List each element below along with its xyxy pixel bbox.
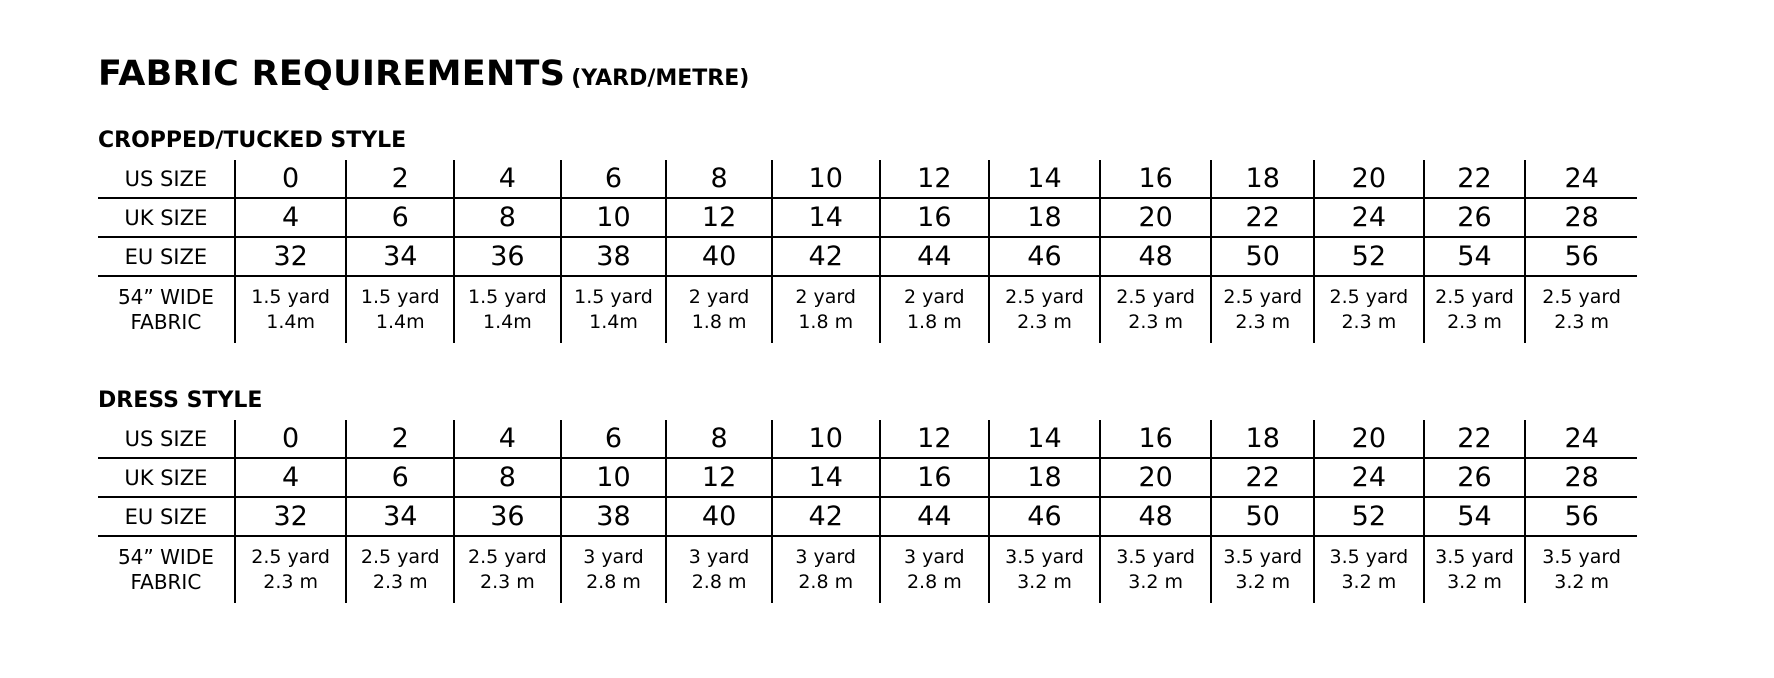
fabric-amount-cell: [1100, 536, 1212, 603]
us-size-cell: 14: [989, 160, 1100, 198]
fabric-metres: 2.3 m: [1017, 311, 1072, 333]
fabric-metres: 2.3 m: [1235, 311, 1291, 333]
eu-size-cell: 46: [989, 497, 1100, 536]
section-title-cropped: CROPPED/TUCKED STYLE: [98, 128, 407, 153]
us-size-cell: 6: [561, 160, 667, 198]
uk-size-cell: 20: [1100, 458, 1212, 497]
fabric-amount-cell: [880, 536, 990, 603]
fabric-amount-cell: [989, 536, 1100, 603]
uk-size-cell: 16: [880, 198, 990, 237]
fabric-yards: 3.5 yard: [1005, 546, 1084, 568]
fabric-amount-cell: [1424, 536, 1526, 603]
uk-size-cell: 26: [1424, 198, 1526, 237]
us-size-cell: 16: [1100, 160, 1212, 198]
eu-size-cell: 42: [772, 497, 880, 536]
fabric-yards: 2.5 yard: [1435, 286, 1514, 308]
fabric-yards: 2.5 yard: [1542, 286, 1621, 308]
eu-size-cell: 48: [1100, 497, 1212, 536]
fabric-metres: 2.8 m: [906, 571, 962, 593]
fabric-amount-cell: [772, 276, 880, 343]
us-size-cell: 8: [666, 420, 772, 458]
eu-size-cell: 50: [1211, 497, 1314, 536]
fabric-metres: 1.4m: [483, 311, 532, 333]
eu-size-cell: 38: [561, 497, 667, 536]
fabric-amount-cell: [346, 536, 454, 603]
fabric-yards: 3.5 yard: [1435, 546, 1514, 568]
eu-size-cell: 32: [235, 237, 347, 276]
us-size-cell: 4: [454, 160, 561, 198]
us-size-label: US SIZE: [98, 420, 235, 458]
fabric-metres: 3.2 m: [1341, 571, 1397, 593]
fabric-yards: 3.5 yard: [1329, 546, 1409, 568]
uk-size-cell: 8: [454, 198, 561, 237]
fabric-amount-cell: [1314, 276, 1424, 343]
fabric-yards: 2.5 yard: [1116, 286, 1195, 308]
eu-size-cell: 38: [561, 237, 667, 276]
uk-size-cell: 24: [1314, 198, 1424, 237]
us-size-cell: 6: [561, 420, 667, 458]
eu-size-cell: 40: [666, 497, 772, 536]
eu-size-cell: 54: [1424, 237, 1526, 276]
fabric-yards: 2 yard: [688, 286, 750, 308]
fabric-metres: 3.2 m: [1128, 571, 1183, 593]
page-title-main: FABRIC REQUIREMENTS: [98, 54, 566, 94]
uk-size-cell: 28: [1525, 198, 1637, 237]
fabric-amount-cell: [561, 536, 667, 603]
uk-size-cell: 22: [1211, 198, 1314, 237]
uk-size-cell: 20: [1100, 198, 1212, 237]
us-size-cell: 20: [1314, 160, 1424, 198]
eu-size-cell: 52: [1314, 497, 1424, 536]
eu-size-cell: 54: [1424, 497, 1526, 536]
fabric-amount-cell: [1211, 536, 1314, 603]
fabric-yards: 2.5 yard: [251, 546, 330, 568]
fabric-yards: 2 yard: [904, 286, 965, 308]
eu-size-row: [98, 237, 1637, 276]
us-size-cell: 14: [989, 420, 1100, 458]
uk-size-cell: 22: [1211, 458, 1314, 497]
fabric-metres: 3.2 m: [1017, 571, 1072, 593]
uk-size-cell: 10: [561, 198, 667, 237]
us-size-cell: 0: [235, 160, 347, 198]
uk-size-cell: 8: [454, 458, 561, 497]
uk-size-cell: 4: [235, 458, 347, 497]
uk-size-cell: 12: [666, 198, 772, 237]
fabric-amount-cell: [1314, 536, 1424, 603]
fabric-yards: 3.5 yard: [1542, 546, 1621, 568]
fabric-amount-cell: [561, 276, 667, 343]
fabric-amount-cell: [235, 276, 347, 343]
fabric-amount-cell: [666, 536, 772, 603]
fabric-metres: 2.3 m: [1554, 311, 1610, 333]
uk-size-row: [98, 198, 1637, 237]
fabric-label-line1: 54” WIDE: [117, 285, 214, 309]
eu-size-cell: 36: [454, 237, 561, 276]
fabric-amount-cell: [666, 276, 772, 343]
fabric-metres: 2.3 m: [372, 571, 428, 593]
uk-size-cell: 16: [880, 458, 990, 497]
eu-size-cell: 36: [454, 497, 561, 536]
fabric-yards: 2.5 yard: [468, 546, 547, 568]
eu-size-label: EU SIZE: [98, 237, 235, 276]
uk-size-cell: 14: [772, 458, 880, 497]
eu-size-cell: 46: [989, 237, 1100, 276]
us-size-cell: 10: [772, 160, 880, 198]
fabric-amount-cell: [454, 536, 561, 603]
uk-size-cell: 18: [989, 458, 1100, 497]
fabric-yards: 1.5 yard: [251, 286, 330, 308]
fabric-label: [98, 276, 235, 343]
us-size-cell: 18: [1211, 420, 1314, 458]
eu-size-row: [98, 497, 1637, 536]
uk-size-cell: 14: [772, 198, 880, 237]
us-size-row: [98, 420, 1637, 458]
uk-size-cell: 24: [1314, 458, 1424, 497]
uk-size-cell: 26: [1424, 458, 1526, 497]
fabric-amount-cell: [1525, 536, 1637, 603]
us-size-label: US SIZE: [98, 160, 235, 198]
fabric-yards: 3 yard: [583, 546, 644, 568]
fabric-yards: 3.5 yard: [1116, 546, 1195, 568]
us-size-cell: 16: [1100, 420, 1212, 458]
fabric-metres: 2.3 m: [1341, 311, 1397, 333]
eu-size-cell: 34: [346, 237, 454, 276]
fabric-metres: 3.2 m: [1554, 571, 1610, 593]
fabric-amount-cell: [1424, 276, 1526, 343]
fabric-label-line1: 54” WIDE: [117, 545, 214, 569]
fabric-metres: 2.3 m: [1447, 311, 1502, 333]
fabric-yards: 3 yard: [688, 546, 750, 568]
fabric-yards: 1.5 yard: [468, 286, 547, 308]
uk-size-cell: 12: [666, 458, 772, 497]
us-size-cell: 10: [772, 420, 880, 458]
uk-size-label: UK SIZE: [98, 198, 235, 237]
eu-size-cell: 50: [1211, 237, 1314, 276]
us-size-cell: 22: [1424, 420, 1526, 458]
uk-size-cell: 6: [346, 458, 454, 497]
fabric-metres: 2.3 m: [1128, 311, 1183, 333]
us-size-cell: 8: [666, 160, 772, 198]
us-size-cell: 12: [880, 420, 990, 458]
fabric-metres: 1.8 m: [691, 311, 747, 333]
page-title-units: (YARD/METRE): [571, 66, 750, 91]
uk-size-cell: 28: [1525, 458, 1637, 497]
fabric-amount-cell: [1211, 276, 1314, 343]
fabric-row: [98, 536, 1637, 603]
fabric-amount-cell: [880, 276, 990, 343]
fabric-yards: 2 yard: [795, 286, 856, 308]
fabric-metres: 1.4m: [589, 311, 638, 333]
fabric-label: [98, 536, 235, 603]
fabric-yards: 3.5 yard: [1223, 546, 1303, 568]
us-size-row: [98, 160, 1637, 198]
fabric-metres: 2.3 m: [479, 571, 535, 593]
fabric-metres: 1.8 m: [798, 311, 854, 333]
us-size-cell: 22: [1424, 160, 1526, 198]
fabric-metres: 2.3 m: [263, 571, 318, 593]
fabric-amount-cell: [346, 276, 454, 343]
fabric-metres: 2.8 m: [691, 571, 747, 593]
fabric-amount-cell: [1525, 276, 1637, 343]
uk-size-row: [98, 458, 1637, 497]
fabric-label-line2: FABRIC: [130, 570, 202, 594]
fabric-label-line2: FABRIC: [130, 310, 202, 334]
eu-size-label: EU SIZE: [98, 497, 235, 536]
uk-size-cell: 4: [235, 198, 347, 237]
fabric-amount-cell: [772, 536, 880, 603]
fabric-metres: 1.4m: [266, 311, 315, 333]
eu-size-cell: 34: [346, 497, 454, 536]
fabric-yards: 2.5 yard: [360, 546, 440, 568]
fabric-yards: 2.5 yard: [1329, 286, 1409, 308]
fabric-amount-cell: [454, 276, 561, 343]
fabric-metres: 1.8 m: [906, 311, 962, 333]
eu-size-cell: 48: [1100, 237, 1212, 276]
us-size-cell: 0: [235, 420, 347, 458]
us-size-cell: 2: [346, 160, 454, 198]
fabric-yards: 3 yard: [795, 546, 856, 568]
fabric-amount-cell: [1100, 276, 1212, 343]
eu-size-cell: 56: [1525, 237, 1637, 276]
us-size-cell: 24: [1525, 160, 1637, 198]
uk-size-label: UK SIZE: [98, 458, 235, 497]
fabric-yards: 2.5 yard: [1005, 286, 1084, 308]
eu-size-cell: 44: [880, 237, 990, 276]
eu-size-cell: 32: [235, 497, 347, 536]
uk-size-cell: 6: [346, 198, 454, 237]
fabric-yards: 1.5 yard: [574, 286, 653, 308]
us-size-cell: 4: [454, 420, 561, 458]
fabric-amount-cell: [989, 276, 1100, 343]
fabric-metres: 3.2 m: [1447, 571, 1502, 593]
fabric-yards: 3 yard: [904, 546, 965, 568]
us-size-cell: 18: [1211, 160, 1314, 198]
us-size-cell: 24: [1525, 420, 1637, 458]
fabric-amount-cell: [235, 536, 347, 603]
uk-size-cell: 18: [989, 198, 1100, 237]
fabric-metres: 3.2 m: [1235, 571, 1291, 593]
fabric-metres: 2.8 m: [798, 571, 854, 593]
fabric-yards: 2.5 yard: [1223, 286, 1303, 308]
uk-size-cell: 10: [561, 458, 667, 497]
fabric-metres: 1.4m: [375, 311, 425, 333]
us-size-cell: 2: [346, 420, 454, 458]
section-title-dress: DRESS STYLE: [98, 388, 263, 413]
eu-size-cell: 52: [1314, 237, 1424, 276]
fabric-yards: 1.5 yard: [360, 286, 440, 308]
eu-size-cell: 40: [666, 237, 772, 276]
us-size-cell: 20: [1314, 420, 1424, 458]
fabric-metres: 2.8 m: [586, 571, 641, 593]
eu-size-cell: 44: [880, 497, 990, 536]
size-table-dress: [98, 420, 1637, 603]
fabric-row: [98, 276, 1637, 343]
size-table-cropped: [98, 160, 1637, 343]
eu-size-cell: 42: [772, 237, 880, 276]
page-title: [98, 54, 749, 94]
eu-size-cell: 56: [1525, 497, 1637, 536]
us-size-cell: 12: [880, 160, 990, 198]
